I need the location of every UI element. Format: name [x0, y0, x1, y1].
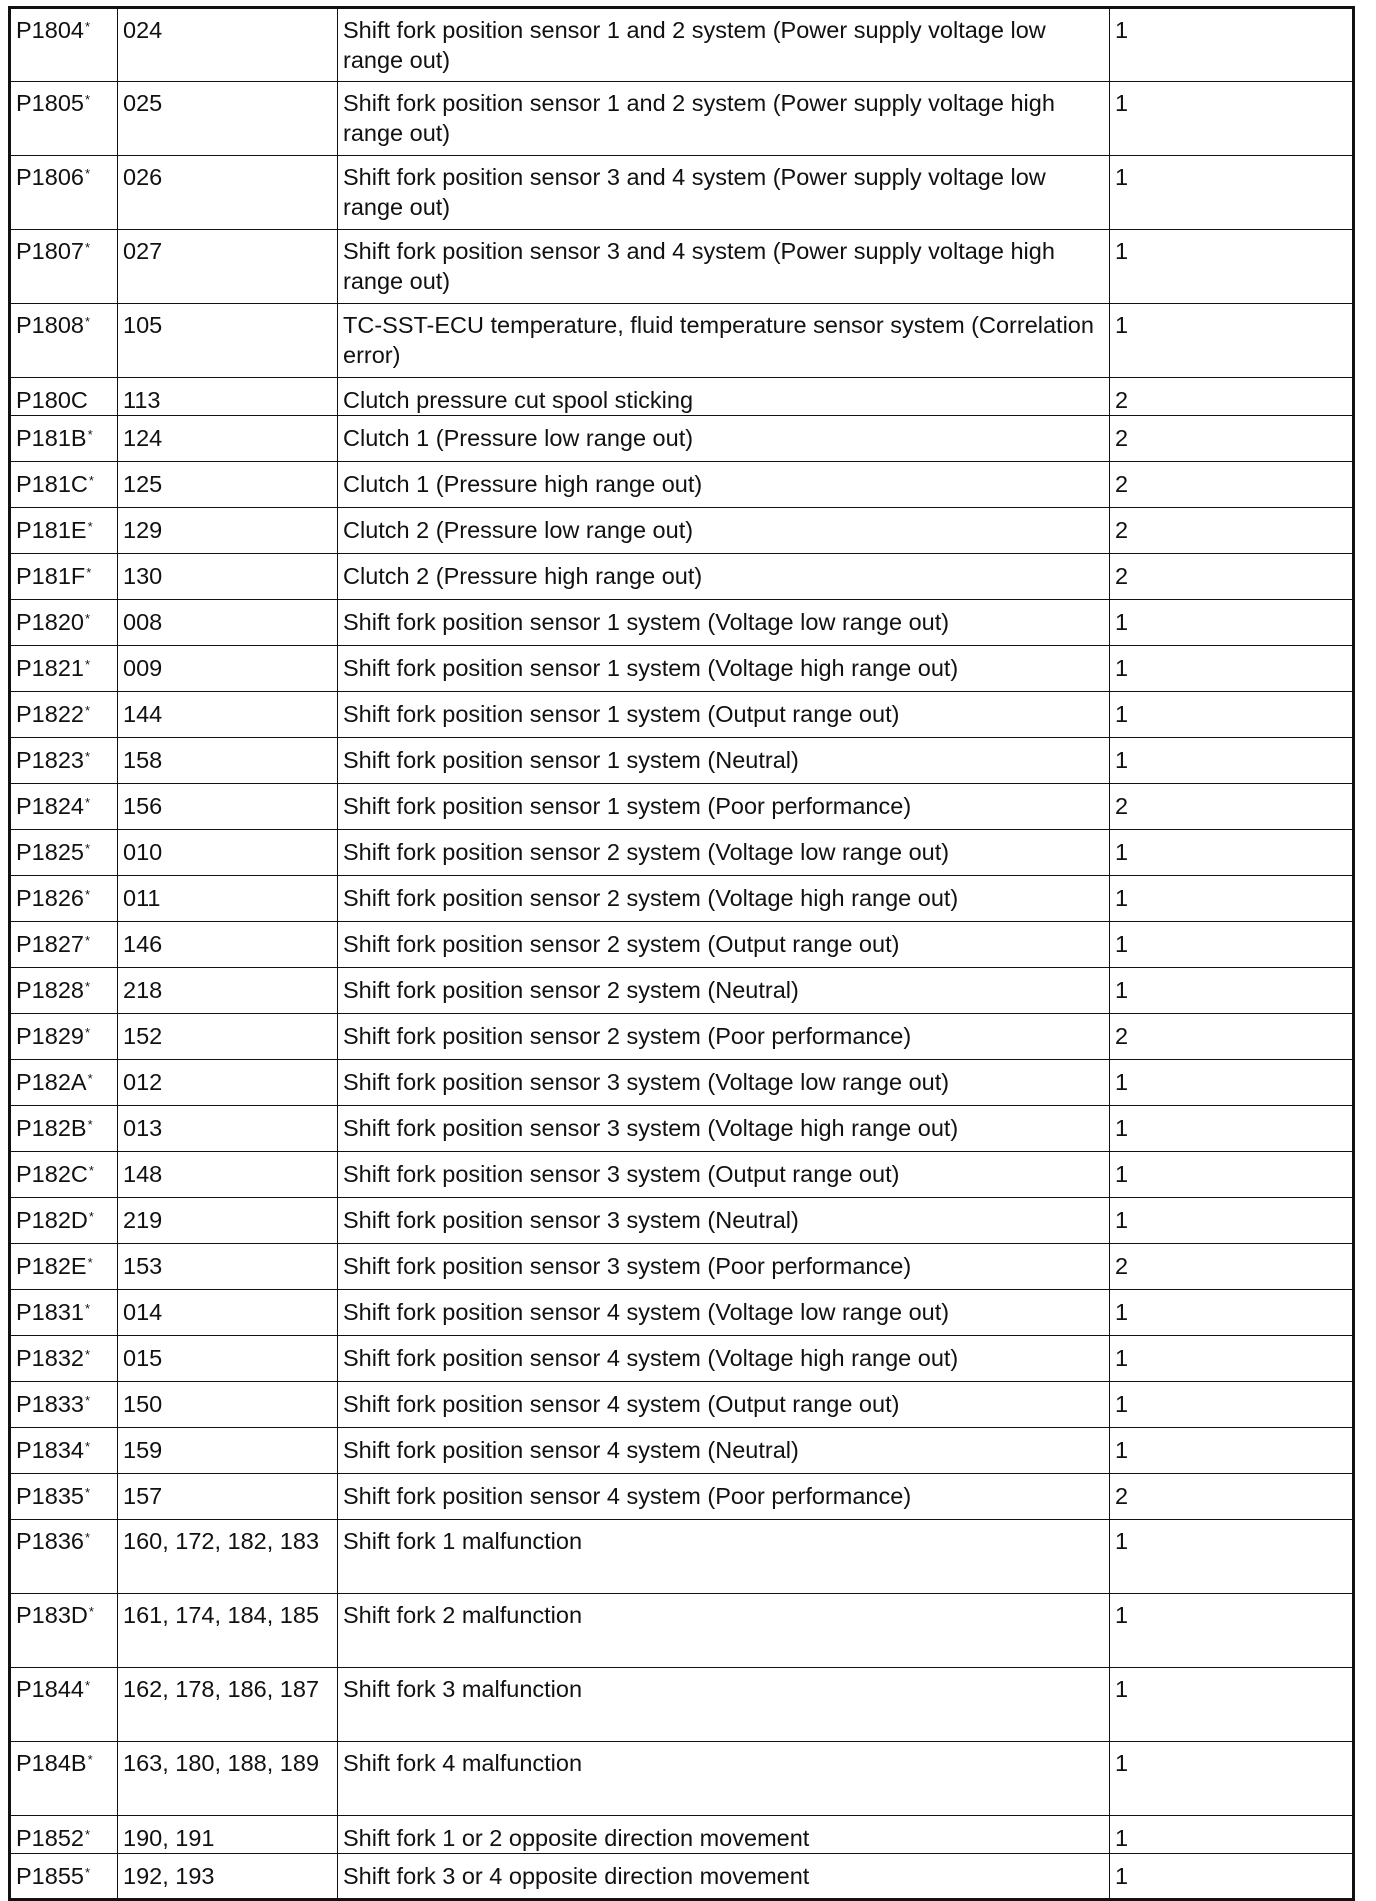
diagnostic-number-cell: 163, 180, 188, 189 [118, 1742, 338, 1816]
diagnostic-item-cell: Shift fork position sensor 2 system (Voltage low range out) [338, 830, 1110, 876]
diagnostic-number-cell: 153 [118, 1244, 338, 1290]
table-row [10, 1668, 1354, 1742]
dtc-code: P1833 [16, 1391, 84, 1417]
table-row [10, 738, 1354, 784]
level-cell: 1 [1110, 1060, 1354, 1106]
dtc-code-cell [10, 646, 118, 692]
level-cell: 1 [1110, 1152, 1354, 1198]
dtc-table-body [10, 8, 1354, 1900]
dtc-code-cell [10, 1152, 118, 1198]
diagnostic-item-cell: Shift fork 4 malfunction [338, 1742, 1110, 1816]
asterisk-mark: * [86, 565, 92, 580]
level-cell: 1 [1110, 1198, 1354, 1244]
diagnostic-item-cell: Shift fork position sensor 3 and 4 system (Power supply voltage high range out) [338, 230, 1110, 304]
asterisk-mark: * [84, 611, 91, 626]
diagnostic-number-cell: 156 [118, 784, 338, 830]
dtc-code: P183D [16, 1602, 88, 1628]
diagnostic-number-cell: 026 [118, 156, 338, 230]
diagnostic-number-cell: 011 [118, 876, 338, 922]
table-row [10, 8, 1354, 82]
diagnostic-number-cell: 192, 193 [118, 1854, 338, 1900]
dtc-code: P180C [16, 387, 88, 413]
dtc-code-cell [10, 1474, 118, 1520]
level-cell: 1 [1110, 830, 1354, 876]
level-cell: 1 [1110, 1106, 1354, 1152]
diagnostic-item-cell: Clutch 2 (Pressure high range out) [338, 554, 1110, 600]
diagnostic-item-cell: Shift fork position sensor 4 system (Output range out) [338, 1382, 1110, 1428]
asterisk-mark: * [84, 1678, 91, 1693]
diagnostic-number-cell: 160, 172, 182, 183 [118, 1520, 338, 1594]
dtc-code-cell [10, 82, 118, 156]
diagnostic-item-cell: Shift fork position sensor 3 and 4 system (Power supply voltage low range out) [338, 156, 1110, 230]
table-row [10, 1742, 1354, 1816]
dtc-code-cell [10, 1198, 118, 1244]
asterisk-mark: * [88, 1163, 94, 1178]
asterisk-mark: * [84, 1025, 91, 1040]
diagnostic-item-cell: Clutch pressure cut spool sticking [338, 378, 1110, 416]
diagnostic-item-cell: Shift fork position sensor 4 system (Voltage high range out) [338, 1336, 1110, 1382]
level-cell: 2 [1110, 554, 1354, 600]
table-row [10, 1198, 1354, 1244]
asterisk-mark: * [84, 841, 91, 856]
diagnostic-number-cell: 124 [118, 416, 338, 462]
dtc-code: P1805 [16, 90, 84, 116]
dtc-code: P1855 [16, 1863, 84, 1889]
diagnostic-number-cell: 015 [118, 1336, 338, 1382]
asterisk-mark: * [84, 19, 91, 34]
diagnostic-item-cell: Shift fork 3 or 4 opposite direction movement [338, 1854, 1110, 1900]
table-row [10, 1594, 1354, 1668]
dtc-code-cell [10, 508, 118, 554]
diagnostic-item-cell: Clutch 1 (Pressure high range out) [338, 462, 1110, 508]
diagnostic-number-cell: 008 [118, 600, 338, 646]
asterisk-mark: * [88, 1209, 94, 1224]
level-cell: 2 [1110, 1474, 1354, 1520]
diagnostic-item-cell: Shift fork position sensor 1 system (Output range out) [338, 692, 1110, 738]
level-cell: 1 [1110, 738, 1354, 784]
dtc-code-cell [10, 968, 118, 1014]
diagnostic-number-cell: 162, 178, 186, 187 [118, 1668, 338, 1742]
dtc-code-cell [10, 1742, 118, 1816]
table-row [10, 968, 1354, 1014]
table-row [10, 508, 1354, 554]
asterisk-mark: * [84, 92, 91, 107]
dtc-code-cell [10, 1382, 118, 1428]
dtc-code-cell [10, 922, 118, 968]
asterisk-mark: * [84, 240, 91, 255]
table-row [10, 1854, 1354, 1900]
table-row [10, 82, 1354, 156]
dtc-code: P182C [16, 1161, 88, 1187]
level-cell: 1 [1110, 304, 1354, 378]
dtc-code-cell [10, 1244, 118, 1290]
diagnostic-number-cell: 158 [118, 738, 338, 784]
level-cell: 1 [1110, 1594, 1354, 1668]
diagnostic-number-cell: 105 [118, 304, 338, 378]
level-cell: 2 [1110, 784, 1354, 830]
table-row [10, 304, 1354, 378]
table-row [10, 1014, 1354, 1060]
dtc-code-cell [10, 1014, 118, 1060]
diagnostic-number-cell: 014 [118, 1290, 338, 1336]
diagnostic-number-cell: 113 [118, 378, 338, 416]
level-cell: 1 [1110, 82, 1354, 156]
dtc-code: P182D [16, 1207, 88, 1233]
level-cell: 1 [1110, 8, 1354, 82]
dtc-table [8, 6, 1355, 1901]
dtc-code: P1826 [16, 885, 84, 911]
diagnostic-number-cell: 146 [118, 922, 338, 968]
asterisk-mark: * [84, 657, 91, 672]
diagnostic-number-cell: 025 [118, 82, 338, 156]
diagnostic-item-cell: Shift fork position sensor 3 system (Poor performance) [338, 1244, 1110, 1290]
dtc-code: P1821 [16, 655, 84, 681]
dtc-code: P181C [16, 471, 88, 497]
diagnostic-item-cell: Shift fork position sensor 3 system (Output range out) [338, 1152, 1110, 1198]
level-cell: 1 [1110, 156, 1354, 230]
dtc-code-cell [10, 1290, 118, 1336]
dtc-code-cell [10, 1428, 118, 1474]
asterisk-mark: * [88, 1604, 94, 1619]
dtc-code-cell [10, 1594, 118, 1668]
diagnostic-item-cell: Shift fork position sensor 4 system (Poor performance) [338, 1474, 1110, 1520]
diagnostic-item-cell: Shift fork 1 malfunction [338, 1520, 1110, 1594]
diagnostic-item-cell: Shift fork position sensor 1 and 2 system (Power supply voltage high range out) [338, 82, 1110, 156]
dtc-code: P181B [16, 425, 87, 451]
asterisk-mark: * [84, 933, 91, 948]
asterisk-mark: * [87, 519, 93, 534]
dtc-code: P1823 [16, 747, 84, 773]
asterisk-mark: * [88, 473, 94, 488]
dtc-code: P1828 [16, 977, 84, 1003]
dtc-code-cell [10, 876, 118, 922]
level-cell: 2 [1110, 1014, 1354, 1060]
dtc-code: P1806 [16, 164, 84, 190]
dtc-code-cell [10, 416, 118, 462]
diagnostic-item-cell: Shift fork position sensor 4 system (Neutral) [338, 1428, 1110, 1474]
dtc-code-cell [10, 1336, 118, 1382]
level-cell: 2 [1110, 378, 1354, 416]
asterisk-mark: * [84, 703, 91, 718]
dtc-code-cell [10, 230, 118, 304]
dtc-code: P1827 [16, 931, 84, 957]
dtc-code: P182E [16, 1253, 87, 1279]
dtc-code: P1808 [16, 312, 84, 338]
asterisk-mark: * [87, 1752, 93, 1767]
level-cell: 1 [1110, 230, 1354, 304]
dtc-code: P184B [16, 1750, 87, 1776]
asterisk-mark: * [84, 1485, 91, 1500]
asterisk-mark: * [84, 1301, 91, 1316]
diagnostic-number-cell: 161, 174, 184, 185 [118, 1594, 338, 1668]
dtc-code-cell [10, 554, 118, 600]
table-row [10, 1244, 1354, 1290]
level-cell: 1 [1110, 600, 1354, 646]
table-row [10, 1336, 1354, 1382]
diagnostic-number-cell: 148 [118, 1152, 338, 1198]
table-row [10, 692, 1354, 738]
level-cell: 1 [1110, 1854, 1354, 1900]
dtc-code-cell [10, 830, 118, 876]
dtc-code: P1852 [16, 1825, 84, 1851]
asterisk-mark: * [84, 979, 91, 994]
asterisk-mark: * [87, 1071, 93, 1086]
diagnostic-item-cell: Clutch 2 (Pressure low range out) [338, 508, 1110, 554]
table-row [10, 830, 1354, 876]
table-row [10, 1520, 1354, 1594]
level-cell: 1 [1110, 876, 1354, 922]
dtc-code: P181F [16, 563, 86, 589]
diagnostic-item-cell: Shift fork 1 or 2 opposite direction movement [338, 1816, 1110, 1854]
dtc-code-cell [10, 738, 118, 784]
dtc-code-cell [10, 156, 118, 230]
diagnostic-number-cell: 027 [118, 230, 338, 304]
asterisk-mark: * [87, 1117, 93, 1132]
dtc-code: P1836 [16, 1528, 84, 1554]
diagnostic-number-cell: 144 [118, 692, 338, 738]
asterisk-mark: * [84, 166, 91, 181]
dtc-code: P1835 [16, 1483, 84, 1509]
level-cell: 1 [1110, 968, 1354, 1014]
dtc-code-cell [10, 1520, 118, 1594]
diagnostic-item-cell: Shift fork position sensor 1 and 2 system (Power supply voltage low range out) [338, 8, 1110, 82]
asterisk-mark: * [84, 1530, 91, 1545]
diagnostic-item-cell: Shift fork position sensor 2 system (Neutral) [338, 968, 1110, 1014]
level-cell: 1 [1110, 1428, 1354, 1474]
table-row [10, 784, 1354, 830]
dtc-code-cell [10, 304, 118, 378]
level-cell: 1 [1110, 646, 1354, 692]
diagnostic-item-cell: Shift fork position sensor 4 system (Voltage low range out) [338, 1290, 1110, 1336]
diagnostic-item-cell: Shift fork position sensor 2 system (Output range out) [338, 922, 1110, 968]
table-row [10, 230, 1354, 304]
diagnostic-number-cell: 157 [118, 1474, 338, 1520]
dtc-code-cell [10, 1060, 118, 1106]
asterisk-mark: * [84, 1865, 91, 1880]
dtc-code-cell [10, 378, 118, 416]
table-row [10, 1060, 1354, 1106]
dtc-code-cell [10, 1106, 118, 1152]
dtc-code: P1824 [16, 793, 84, 819]
diagnostic-number-cell: 129 [118, 508, 338, 554]
dtc-code-cell [10, 1668, 118, 1742]
diagnostic-number-cell: 218 [118, 968, 338, 1014]
dtc-code: P1820 [16, 609, 84, 635]
diagnostic-number-cell: 009 [118, 646, 338, 692]
table-row [10, 416, 1354, 462]
table-row [10, 646, 1354, 692]
table-row [10, 1428, 1354, 1474]
table-row [10, 1474, 1354, 1520]
asterisk-mark: * [84, 1347, 91, 1362]
level-cell: 2 [1110, 462, 1354, 508]
dtc-code-cell [10, 1854, 118, 1900]
dtc-code: P1832 [16, 1345, 84, 1371]
diagnostic-number-cell: 012 [118, 1060, 338, 1106]
dtc-code: P1834 [16, 1437, 84, 1463]
level-cell: 1 [1110, 1520, 1354, 1594]
level-cell: 1 [1110, 692, 1354, 738]
diagnostic-item-cell: Shift fork position sensor 1 system (Voltage high range out) [338, 646, 1110, 692]
dtc-code: P1822 [16, 701, 84, 727]
diagnostic-item-cell: TC-SST-ECU temperature, fluid temperature sensor system (Correlation error) [338, 304, 1110, 378]
diagnostic-number-cell: 190, 191 [118, 1816, 338, 1854]
diagnostic-number-cell: 219 [118, 1198, 338, 1244]
level-cell: 2 [1110, 1244, 1354, 1290]
dtc-code-cell [10, 784, 118, 830]
diagnostic-number-cell: 130 [118, 554, 338, 600]
dtc-code: P1831 [16, 1299, 84, 1325]
dtc-code: P1844 [16, 1676, 84, 1702]
diagnostic-item-cell: Shift fork position sensor 3 system (Voltage low range out) [338, 1060, 1110, 1106]
level-cell: 1 [1110, 922, 1354, 968]
dtc-code: P181E [16, 517, 87, 543]
dtc-code-cell [10, 462, 118, 508]
diagnostic-number-cell: 013 [118, 1106, 338, 1152]
level-cell: 1 [1110, 1382, 1354, 1428]
level-cell: 1 [1110, 1816, 1354, 1854]
asterisk-mark: * [84, 1393, 91, 1408]
level-cell: 1 [1110, 1668, 1354, 1742]
table-row [10, 600, 1354, 646]
table-row [10, 876, 1354, 922]
table-row [10, 1290, 1354, 1336]
diagnostic-number-cell: 150 [118, 1382, 338, 1428]
table-row [10, 1816, 1354, 1854]
asterisk-mark: * [84, 1439, 91, 1454]
diagnostic-item-cell: Shift fork 2 malfunction [338, 1594, 1110, 1668]
diagnostic-item-cell: Shift fork position sensor 1 system (Poor performance) [338, 784, 1110, 830]
diagnostic-number-cell: 152 [118, 1014, 338, 1060]
diagnostic-number-cell: 125 [118, 462, 338, 508]
table-row [10, 462, 1354, 508]
dtc-code: P182A [16, 1069, 87, 1095]
dtc-code: P1825 [16, 839, 84, 865]
table-row [10, 378, 1354, 416]
level-cell: 2 [1110, 508, 1354, 554]
asterisk-mark: * [87, 1255, 93, 1270]
dtc-code: P1829 [16, 1023, 84, 1049]
diagnostic-item-cell: Shift fork position sensor 1 system (Neutral) [338, 738, 1110, 784]
table-row [10, 1382, 1354, 1428]
diagnostic-item-cell: Shift fork 3 malfunction [338, 1668, 1110, 1742]
diagnostic-item-cell: Clutch 1 (Pressure low range out) [338, 416, 1110, 462]
asterisk-mark: * [84, 749, 91, 764]
table-row [10, 554, 1354, 600]
asterisk-mark: * [84, 795, 91, 810]
table-row [10, 1152, 1354, 1198]
table-row [10, 156, 1354, 230]
diagnostic-number-cell: 159 [118, 1428, 338, 1474]
dtc-code-cell [10, 8, 118, 82]
diagnostic-number-cell: 024 [118, 8, 338, 82]
asterisk-mark: * [87, 427, 93, 442]
level-cell: 1 [1110, 1336, 1354, 1382]
dtc-code-cell [10, 600, 118, 646]
level-cell: 2 [1110, 416, 1354, 462]
dtc-code: P1804 [16, 17, 84, 43]
diagnostic-item-cell: Shift fork position sensor 3 system (Voltage high range out) [338, 1106, 1110, 1152]
diagnostic-item-cell: Shift fork position sensor 2 system (Poor performance) [338, 1014, 1110, 1060]
diagnostic-item-cell: Shift fork position sensor 2 system (Voltage high range out) [338, 876, 1110, 922]
asterisk-mark: * [84, 887, 91, 902]
dtc-code: P182B [16, 1115, 87, 1141]
asterisk-mark: * [84, 314, 91, 329]
dtc-code: P1807 [16, 238, 84, 264]
asterisk-mark: * [84, 1827, 91, 1842]
dtc-code-cell [10, 692, 118, 738]
diagnostic-item-cell: Shift fork position sensor 3 system (Neutral) [338, 1198, 1110, 1244]
diagnostic-item-cell: Shift fork position sensor 1 system (Voltage low range out) [338, 600, 1110, 646]
diagnostic-number-cell: 010 [118, 830, 338, 876]
dtc-code-cell [10, 1816, 118, 1854]
table-row [10, 1106, 1354, 1152]
level-cell: 1 [1110, 1290, 1354, 1336]
level-cell: 1 [1110, 1742, 1354, 1816]
table-row [10, 922, 1354, 968]
